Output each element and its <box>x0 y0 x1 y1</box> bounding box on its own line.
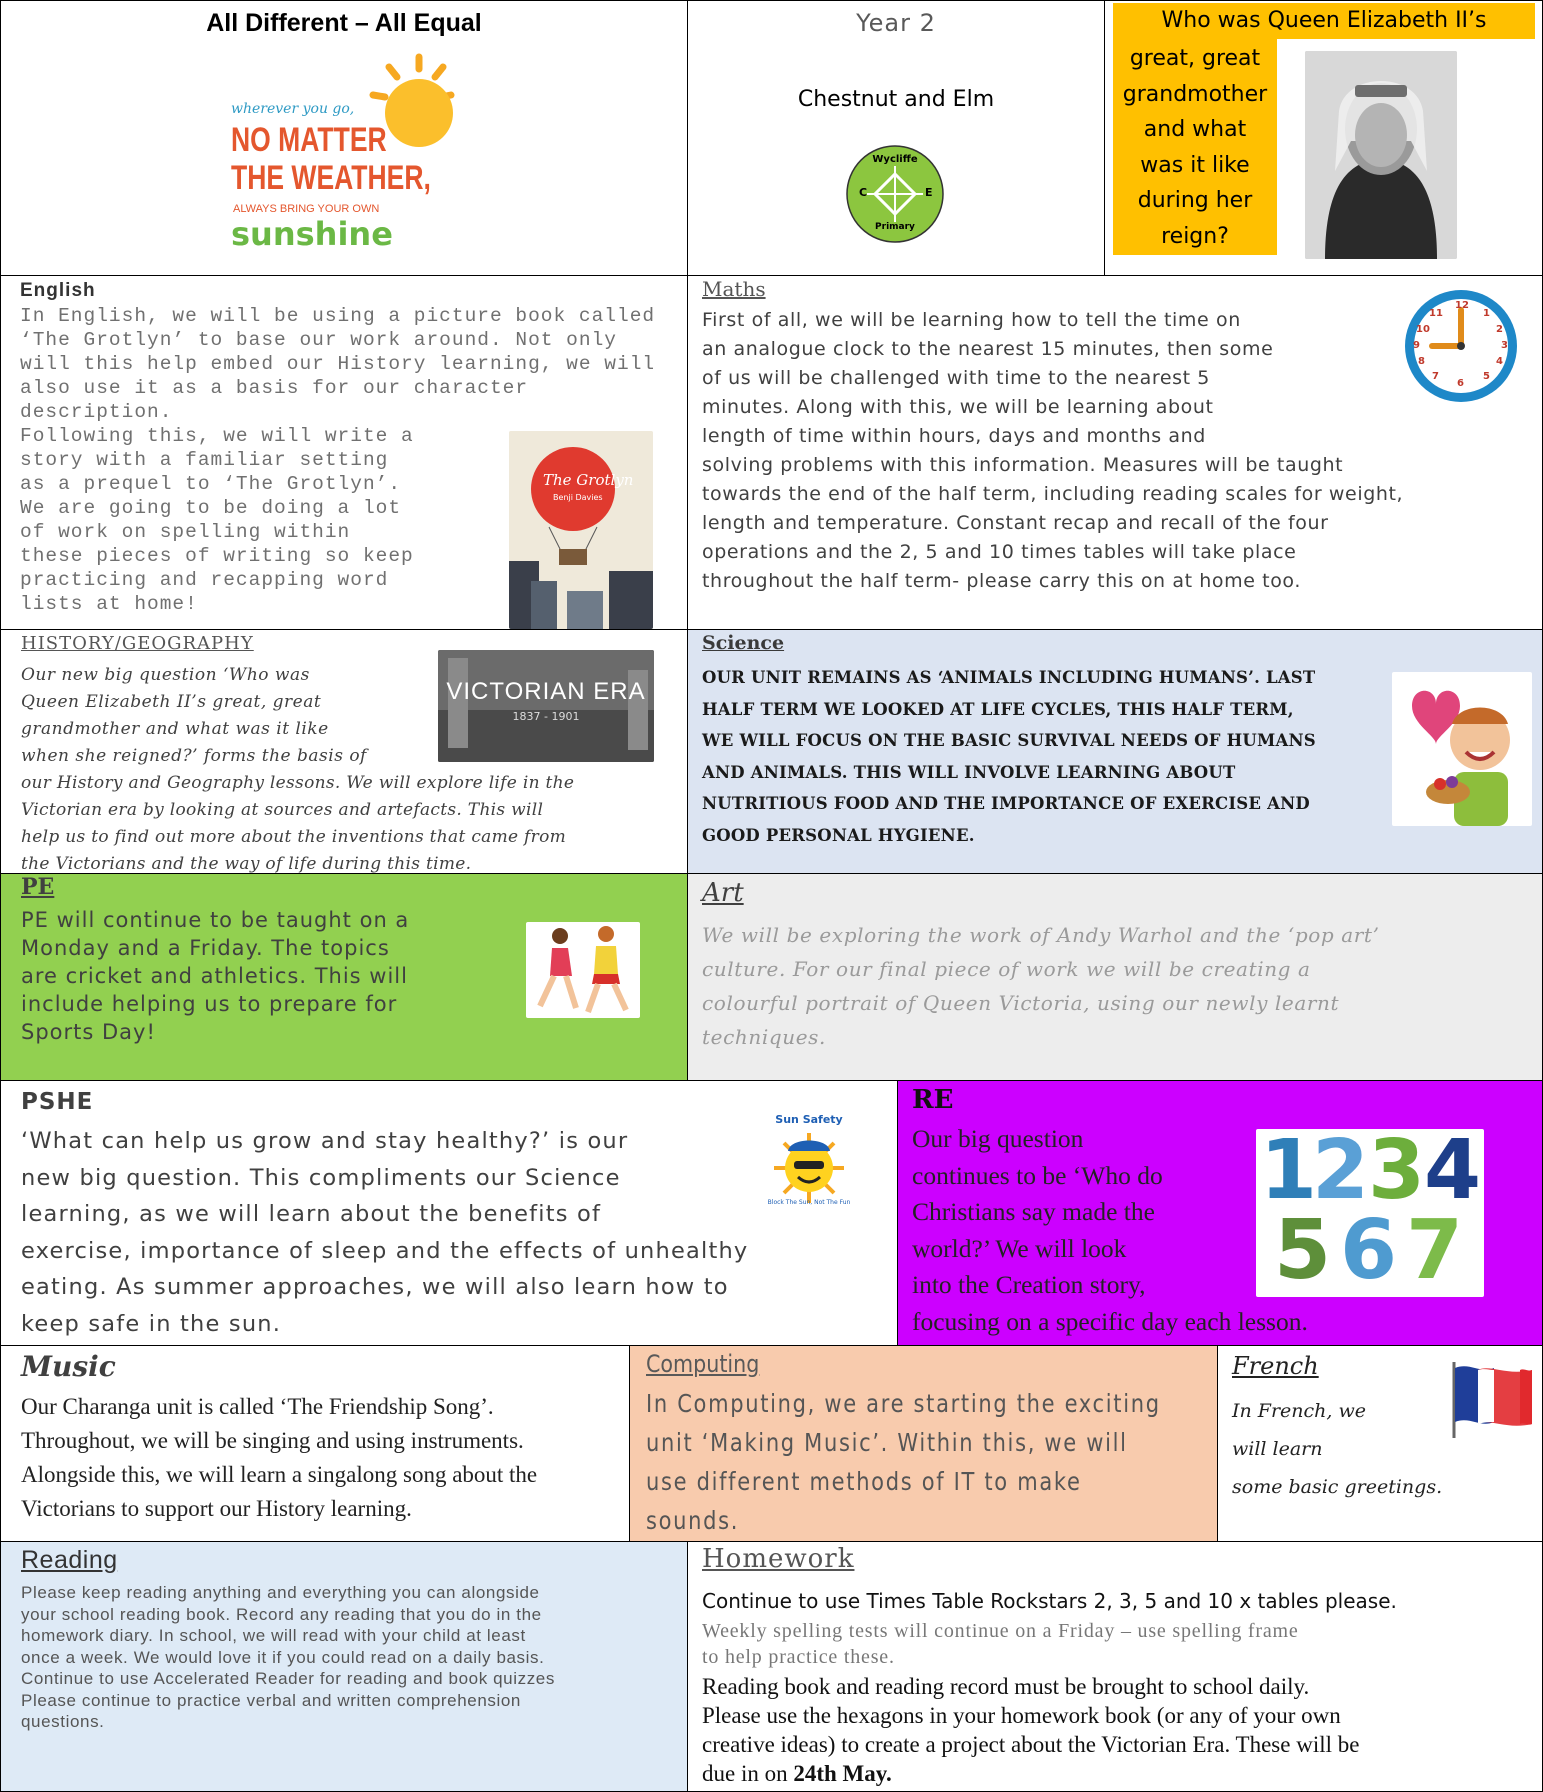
english-body <box>20 424 490 616</box>
pe-cell <box>0 873 688 1081</box>
reading-line: Continue to use Accelerated Reader for reading and book quizzes <box>21 1669 555 1688</box>
maths-body-wide <box>702 451 1532 596</box>
english-line: We are going to be doing a lot <box>20 497 402 519</box>
badge-top-text: Sun Safety <box>775 1113 843 1126</box>
music-body <box>21 1390 621 1526</box>
history-line: when she reigned?’ forms the basis of <box>21 746 367 766</box>
history-line: help us to find out more about the inventions that came from <box>21 827 567 847</box>
badge-bottom-text: Block The Sun, Not The Fun <box>767 1199 851 1206</box>
french-heading: French <box>1232 1352 1319 1380</box>
pe-heading: PE <box>21 874 55 900</box>
science-heading: Science <box>702 632 785 654</box>
clock-numeral: 8 <box>1418 356 1425 367</box>
pe-line: Sports Day! <box>21 1020 156 1044</box>
clock-numeral: 4 <box>1496 356 1503 367</box>
clock-numeral: 9 <box>1413 340 1420 351</box>
re-line: world?’ We will look <box>912 1233 1127 1263</box>
computing-line: In Computing, we are starting the exciting <box>646 1389 1161 1418</box>
maths-line: minutes. Along with this, we will be learning about <box>702 396 1214 418</box>
image-dates: 1837 - 1901 <box>512 710 580 723</box>
healthy-eating-icon <box>1392 672 1532 826</box>
history-body-narrow <box>21 662 451 770</box>
question-line: grandmother <box>1122 81 1268 107</box>
pshe-line: exercise, importance of sleep and the effects of unhealthy <box>21 1237 749 1264</box>
art-line: colourful portrait of Queen Victoria, using our newly learnt <box>702 991 1340 1015</box>
pe-line: are cricket and athletics. This will <box>21 964 408 988</box>
book-author: Benji Davies <box>553 493 603 502</box>
english-heading: English <box>20 280 96 301</box>
question-line: great, great <box>1129 46 1261 71</box>
question-line: was it like <box>1140 152 1250 178</box>
reading-line: Please continue to practice verbal and written comprehension <box>21 1690 521 1710</box>
maths-heading: Maths <box>702 277 766 301</box>
clock-numeral: 12 <box>1455 300 1469 311</box>
digit: 7 <box>1406 1203 1464 1297</box>
question-line: and what <box>1143 117 1247 142</box>
clock-icon <box>1392 286 1530 406</box>
image-title: VICTORIAN ERA <box>446 678 646 705</box>
music-line: Throughout, we will be singing and using instruments. <box>21 1428 524 1453</box>
science-line: AND ANIMALS. THIS WILL INVOLVE LEARNING ABOUT <box>702 762 1236 782</box>
title-cell <box>0 0 688 276</box>
clock-numeral: 5 <box>1483 371 1490 382</box>
digit: 3 <box>1368 1129 1426 1218</box>
logo-right: E <box>925 186 933 199</box>
digit: 5 <box>1274 1203 1332 1297</box>
re-line: into the Creation story, <box>912 1270 1146 1299</box>
book-title: The Grotlyn <box>543 471 634 489</box>
maths-line: First of all, we will be learning how to tell the time on <box>702 309 1241 331</box>
computing-body <box>646 1384 1200 1540</box>
homework-heading: Homework <box>702 1544 855 1574</box>
homework-line: Please use the hexagons in your homework book (or any of your own <box>702 1703 1341 1728</box>
pe-line: Monday and a Friday. The topics <box>21 936 390 960</box>
english-line: lists at home! <box>20 593 198 615</box>
maths-line: throughout the half term- please carry this on at home too. <box>702 570 1301 592</box>
creation-numbers-image <box>1256 1129 1484 1297</box>
history-line: Victorian era by looking at sources and artefacts. This will <box>21 800 544 820</box>
pshe-heading: PSHE <box>21 1089 94 1115</box>
question-rest <box>1113 39 1277 254</box>
science-line: NUTRITIOUS FOOD AND THE IMPORTANCE OF EXERCISE AND <box>702 794 1310 813</box>
computing-line: use different methods of IT to make <box>646 1467 1082 1496</box>
english-line: of work on spelling within <box>20 521 351 543</box>
english-line: Following this, we will write a <box>20 425 414 447</box>
maths-line: an analogue clock to the nearest 15 minutes, then some <box>702 338 1274 360</box>
poster-line-1: wherever you go, <box>231 101 355 117</box>
clock-numeral: 2 <box>1496 324 1503 335</box>
logo-bottom: Primary <box>875 222 915 232</box>
history-line: our History and Geography lessons. We will explore life in the <box>21 773 575 793</box>
poster-line-2: NO MATTER <box>231 121 387 159</box>
clock-numeral: 10 <box>1416 324 1430 335</box>
pshe-line: learning, as we will learn about the benefits of <box>21 1201 602 1227</box>
history-line: Our new big question ‘Who was <box>21 665 310 685</box>
music-line: Victorians to support our History learning. <box>21 1496 412 1521</box>
art-line: techniques. <box>702 1025 826 1049</box>
page-title: All Different – All Equal <box>206 9 482 37</box>
clock-numeral: 1 <box>1483 308 1490 319</box>
pe-body <box>21 906 461 1046</box>
science-line: WE WILL FOCUS ON THE BASIC SURVIVAL NEEDS OF HUMANS <box>702 731 1316 750</box>
reading-line: once a week. We would love it if you could read on a daily basis. <box>21 1647 545 1667</box>
history-cell <box>0 629 688 874</box>
english-line: story with a familiar setting <box>20 449 389 471</box>
year-cell <box>687 0 1105 276</box>
history-heading: HISTORY/GEOGRAPHY <box>21 633 254 654</box>
french-flag-icon <box>1450 1360 1532 1440</box>
history-body-wide <box>21 770 681 874</box>
french-line: will learn <box>1232 1438 1323 1460</box>
computing-cell <box>629 1345 1218 1542</box>
year-label: Year 2 <box>856 9 936 37</box>
science-line: HALF TERM WE LOOKED AT LIFE CYCLES, THIS HALF TERM, <box>702 699 1294 719</box>
poster-line-5: sunshine <box>231 215 393 253</box>
pe-line: PE will continue to be taught on a <box>21 908 410 932</box>
reading-body <box>21 1582 681 1733</box>
queen-victoria-portrait <box>1305 51 1457 259</box>
science-cell <box>687 629 1543 874</box>
pshe-body <box>21 1123 851 1342</box>
maths-line: of us will be challenged with time to the nearest 5 <box>702 367 1210 389</box>
re-line: Our big question <box>912 1124 1084 1153</box>
maths-body-narrow <box>702 306 1342 451</box>
art-line: culture. For our final piece of work we will be creating a <box>702 957 1311 981</box>
class-names: Chestnut and Elm <box>797 87 995 112</box>
homework-line: Reading book and reading record must be brought to school daily. <box>702 1674 1310 1699</box>
maths-cell <box>687 275 1543 630</box>
music-cell <box>0 1345 630 1542</box>
grotlyn-book-cover <box>509 431 653 629</box>
clock-numeral: 7 <box>1432 371 1439 382</box>
reading-cell <box>0 1541 688 1792</box>
music-heading: Music <box>21 1350 116 1383</box>
art-cell <box>687 873 1543 1081</box>
reading-heading: Reading <box>21 1546 118 1574</box>
clock-numeral: 11 <box>1429 308 1443 319</box>
english-intro: In English, we will be using a picture book called ‘The Grotlyn’ to base our work around. Not only will this help embed our History learning, we will also use it as a basis for our character description. <box>20 305 656 423</box>
computing-line: unit ‘Making Music’. Within this, we will <box>646 1428 1128 1457</box>
question-line-1: Who was Queen Elizabeth II’s <box>1161 8 1487 33</box>
history-line: Queen Elizabeth II’s great, great <box>21 692 322 712</box>
clock-numeral: 6 <box>1457 378 1464 389</box>
reading-line: Please keep reading anything and everything you can alongside <box>21 1583 540 1602</box>
french-cell <box>1217 1345 1543 1542</box>
victorian-era-image <box>438 650 654 762</box>
music-line: Alongside this, we will learn a singalong song about the <box>21 1462 538 1487</box>
history-line: grandmother and what was it like <box>21 719 329 739</box>
clock-numeral: 3 <box>1501 340 1508 351</box>
pshe-line: keep safe in the sun. <box>21 1310 282 1337</box>
reading-line: your school reading book. Record any reading that you do in the <box>21 1604 542 1624</box>
maths-line: length of time within hours, days and months and <box>702 425 1206 447</box>
question-line: reign? <box>1161 223 1229 249</box>
re-line: continues to be ‘Who do <box>912 1160 1163 1190</box>
poster-line-3: THE WEATHER, <box>231 159 431 197</box>
science-line: OUR UNIT REMAINS AS ‘ANIMALS INCLUDING HUMANS’. LAST <box>702 668 1316 687</box>
english-line: practicing and recapping word <box>20 569 389 591</box>
reading-line: questions. <box>21 1712 105 1731</box>
pshe-line: eating. As summer approaches, we will also learn how to <box>21 1274 729 1300</box>
reading-line: homework diary. In school, we will read with your child at least <box>21 1626 526 1645</box>
maths-line: towards the end of the half term, including reading scales for weight, <box>702 483 1404 505</box>
homework-spelling <box>702 1618 1532 1670</box>
pe-line: include helping us to prepare for <box>21 992 398 1016</box>
pshe-line: new big question. This compliments our Science <box>21 1164 621 1191</box>
homework-line-1: Continue to use Times Table Rockstars 2, 3, 5 and 10 x tables please. <box>702 1589 1397 1613</box>
homework-cell <box>687 1541 1543 1792</box>
art-body <box>702 918 1532 1054</box>
sun-safety-icon <box>764 1111 854 1211</box>
computing-line: sounds. <box>646 1506 740 1535</box>
runners-icon <box>526 922 640 1018</box>
music-line: Our Charanga unit is called ‘The Friendship Song’. <box>21 1394 494 1419</box>
due-date: 24th May. <box>793 1761 892 1786</box>
pshe-line: ‘What can help us grow and stay healthy?’ is our <box>21 1128 629 1154</box>
digit: 4 <box>1424 1129 1482 1218</box>
art-heading: Art <box>702 878 744 908</box>
computing-heading: Computing <box>646 1350 760 1378</box>
science-line: GOOD PERSONAL HYGIENE. <box>702 825 975 845</box>
question-line: during her <box>1137 188 1253 213</box>
digit: 2 <box>1312 1129 1370 1218</box>
maths-line: solving problems with this information. Measures will be taught <box>702 454 1344 476</box>
re-line: focusing on a specific day each lesson. <box>912 1306 1308 1336</box>
logo-top: Wycliffe <box>872 154 918 165</box>
poster-line-4: ALWAYS BRING YOUR OWN <box>233 203 380 215</box>
homework-line: creative ideas) to create a project about the Victorian Era. These will be <box>702 1732 1360 1757</box>
history-line: the Victorians and the way of life during this time. <box>21 854 472 874</box>
maths-line: length and temperature. Constant recap and recall of the four <box>702 512 1329 534</box>
english-line: as a prequel to ‘The Grotlyn’. <box>20 473 402 495</box>
homework-project <box>702 1672 1532 1788</box>
logo-left: C <box>859 186 868 199</box>
school-logo <box>845 144 945 244</box>
english-line: these pieces of writing so keep <box>20 545 414 567</box>
homework-line: to help practice these. <box>702 1646 895 1668</box>
science-body <box>702 662 1402 851</box>
homework-line: Weekly spelling tests will continue on a Friday – use spelling frame <box>702 1620 1299 1642</box>
question-banner <box>1113 3 1535 39</box>
digit: 1 <box>1260 1129 1318 1218</box>
re-cell <box>897 1080 1543 1346</box>
maths-line: operations and the 2, 5 and 10 times tables will take place <box>702 541 1297 563</box>
re-heading: RE <box>912 1085 954 1115</box>
digit: 6 <box>1340 1203 1398 1297</box>
big-question-cell <box>1104 0 1543 276</box>
re-line: Christians say made the <box>912 1197 1155 1226</box>
homework-line <box>702 1759 1532 1788</box>
art-line: We will be exploring the work of Andy Warhol and the ‘pop art’ <box>702 923 1380 947</box>
english-cell <box>0 275 688 630</box>
french-line: In French, we <box>1232 1400 1366 1422</box>
french-line: some basic greetings. <box>1232 1476 1443 1498</box>
pshe-cell <box>0 1080 898 1346</box>
question-box <box>1113 39 1277 255</box>
sunshine-poster <box>223 51 455 273</box>
due-prefix: due in on <box>702 1761 794 1786</box>
